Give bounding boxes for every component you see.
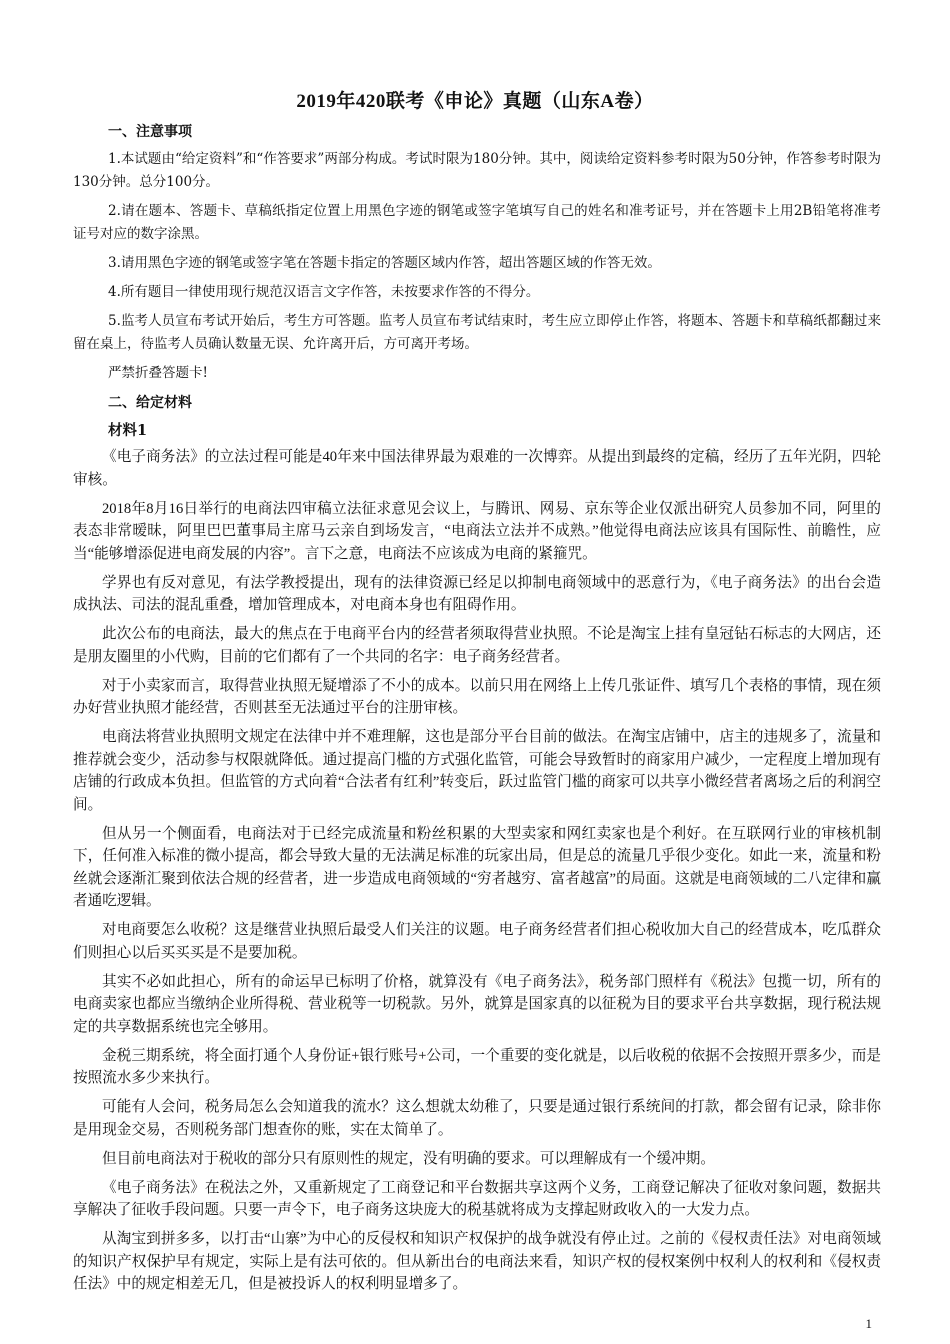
- material-paragraph: 从淘宝到拼多多，以打击“山寨”为中心的反侵权和知识产权保护的战争就没有停止过。之前的《侵权责任法》对电商领域的知识产权保护早有规定，实际上是有法可依的。但从新出台的电商法来看，知识产权的侵权案例中权利人的权利和《侵权责任法》中的规定相差无几，但是被投诉人的权利明显增多了。: [73, 1231, 881, 1292]
- notice-item-1: 1.本试题由“给定资料”和“作答要求”两部分构成。考试时限为180分钟。其中，阅读给定资料参考时限为50分钟，作答参考时限为130分钟。总分100分。: [73, 151, 881, 190]
- material-paragraph: 但从另一个侧面看，电商法对于已经完成流量和粉丝积累的大型卖家和网红卖家也是个利好。在互联网行业的审核机制下，任何准入标准的微小提高，都会导致大量的无法满足标准的玩家出局，但是总的流量几乎很少变化。如此一来，流量和粉丝就会逐渐汇聚到依法合规的经营者，进一步造成电商领域的“穷者越穷、富者越富”的局面。这就是电商领域的二八定律和赢者通吃逻辑。: [73, 825, 881, 909]
- material-paragraph: 2018年8月16日举行的电商法四审稿立法征求意见会议上，与腾讯、网易、京东等企业仅派出研究人员参加不同，阿里的表态非常暧昧，阿里巴巴董事局主席马云亲自到场发言，“电商法立法并不成熟。”他觉得电商法应该具有国际性、前瞻性，应当“能够增添促进电商发展的内容”。言下之意，电商法不应该成为电商的紧箍咒。: [73, 500, 881, 562]
- notice-warning: 严禁折叠答题卡!: [108, 365, 208, 381]
- notice-heading: 一、注意事项: [108, 124, 192, 140]
- page-number: 1: [865, 1316, 872, 1331]
- notice-item-2: 2.请在题本、答题卡、草稿纸指定位置上用黑色字迹的钢笔或签字笔填写自己的姓名和准考证号，并在答题卡上用2B铅笔将准考证号对应的数字涂黑。: [73, 203, 881, 242]
- material-paragraph: 可能有人会问，税务局怎么会知道我的流水？这么想就太幼稚了，只要是通过银行系统间的打款，都会留有记录，除非你是用现金交易，否则税务部门想查你的账，实在太简单了。: [73, 1099, 881, 1138]
- notice-item-4: 4.所有题目一律使用现行规范汉语言文字作答，未按要求作答的不得分。: [108, 284, 540, 300]
- material-paragraph: 此次公布的电商法，最大的焦点在于电商平台内的经营者须取得营业执照。不论是淘宝上挂有皇冠钻石标志的大网店，还是朋友圈里的小代购，目前的它们都有了一个共同的名字：电子商务经营者。: [73, 626, 881, 665]
- material-paragraph: 其实不必如此担心，所有的命运早已标明了价格，就算没有《电子商务法》，税务部门照样有《税法》包揽一切，所有的电商卖家也都应当缴纳企业所得税、营业税等一切税款。另外，就算是国家真的以征税为目的要求平台共享数据，现行税法规定的共享数据系统也完全够用。: [73, 973, 881, 1035]
- document-title: 2019年420联考《申论》真题（山东A卷）: [296, 91, 654, 112]
- document-body: [73, 120, 881, 1302]
- material-paragraph: 对于小卖家而言，取得营业执照无疑增添了不小的成本。以前只用在网络上上传几张证件、填写几个表格的事情，现在须办好营业执照才能经营，否则甚至无法通过平台的注册审核。: [73, 677, 881, 716]
- material-paragraph: 电商法将营业执照明文规定在法律中并不难理解，这也是部分平台目前的做法。在淘宝店铺中，店主的违规多了，流量和推荐就会变少，活动参与权限就降低。通过提高门槛的方式强化监管，可能会导致暂时的商家用户减少，一定程度上增加现有店铺的行政成本负担。但监管的方式向着“合法者有红利”转变后，跃过监管门槛的商家可以共享小微经营者离场之后的利润空间。: [73, 729, 881, 813]
- notice-item-3: 3.请用黑色字迹的钢笔或签字笔在答题卡指定的答题区域内作答，超出答题区域的作答无效。: [108, 255, 661, 271]
- material-label: 材料1: [108, 422, 148, 439]
- notice-item-5: 5.监考人员宣布考试开始后，考生方可答题。监考人员宣布考试结束时，考生应立即停止作答，将题本、答题卡和草稿纸都翻过来留在桌上，待监考人员确认数量无误、允许离开后，方可离开考场。: [73, 313, 881, 352]
- material-paragraph: 对电商要怎么收税？这是继营业执照后最受人们关注的议题。电子商务经营者们担心税收加大自己的经营成本，吃瓜群众们则担心以后买买买是不是要加税。: [73, 922, 881, 961]
- material-paragraph: 学界也有反对意见，有法学教授提出，现有的法律资源已经足以抑制电商领域中的恶意行为，《电子商务法》的出台会造成执法、司法的混乱重叠，增加管理成本，对电商本身也有阻碍作用。: [73, 574, 881, 613]
- material-paragraph: 金税三期系统，将全面打通个人身份证+银行账号+公司，一个重要的变化就是，以后收税的依据不会按照开票多少，而是按照流水多少来执行。: [73, 1047, 881, 1086]
- material-paragraph: 但目前电商法对于税收的部分只有原则性的规定，没有明确的要求。可以理解成有一个缓冲期。: [102, 1150, 715, 1167]
- materials-heading: 二、给定材料: [108, 395, 192, 411]
- material-paragraph: 《电子商务法》的立法过程可能是40年来中国法律界最为艰难的一次博弈。从提出到最终的定稿，经历了五年光阴，四轮审核。: [73, 449, 881, 488]
- material-paragraph: 《电子商务法》在税法之外，又重新规定了工商登记和平台数据共享这两个义务，工商登记解决了征收对象问题，数据共享解决了征收手段问题。只要一声令下，电子商务这块庞大的税基就将成为支撑起财政收入的一大发力点。: [73, 1179, 881, 1218]
